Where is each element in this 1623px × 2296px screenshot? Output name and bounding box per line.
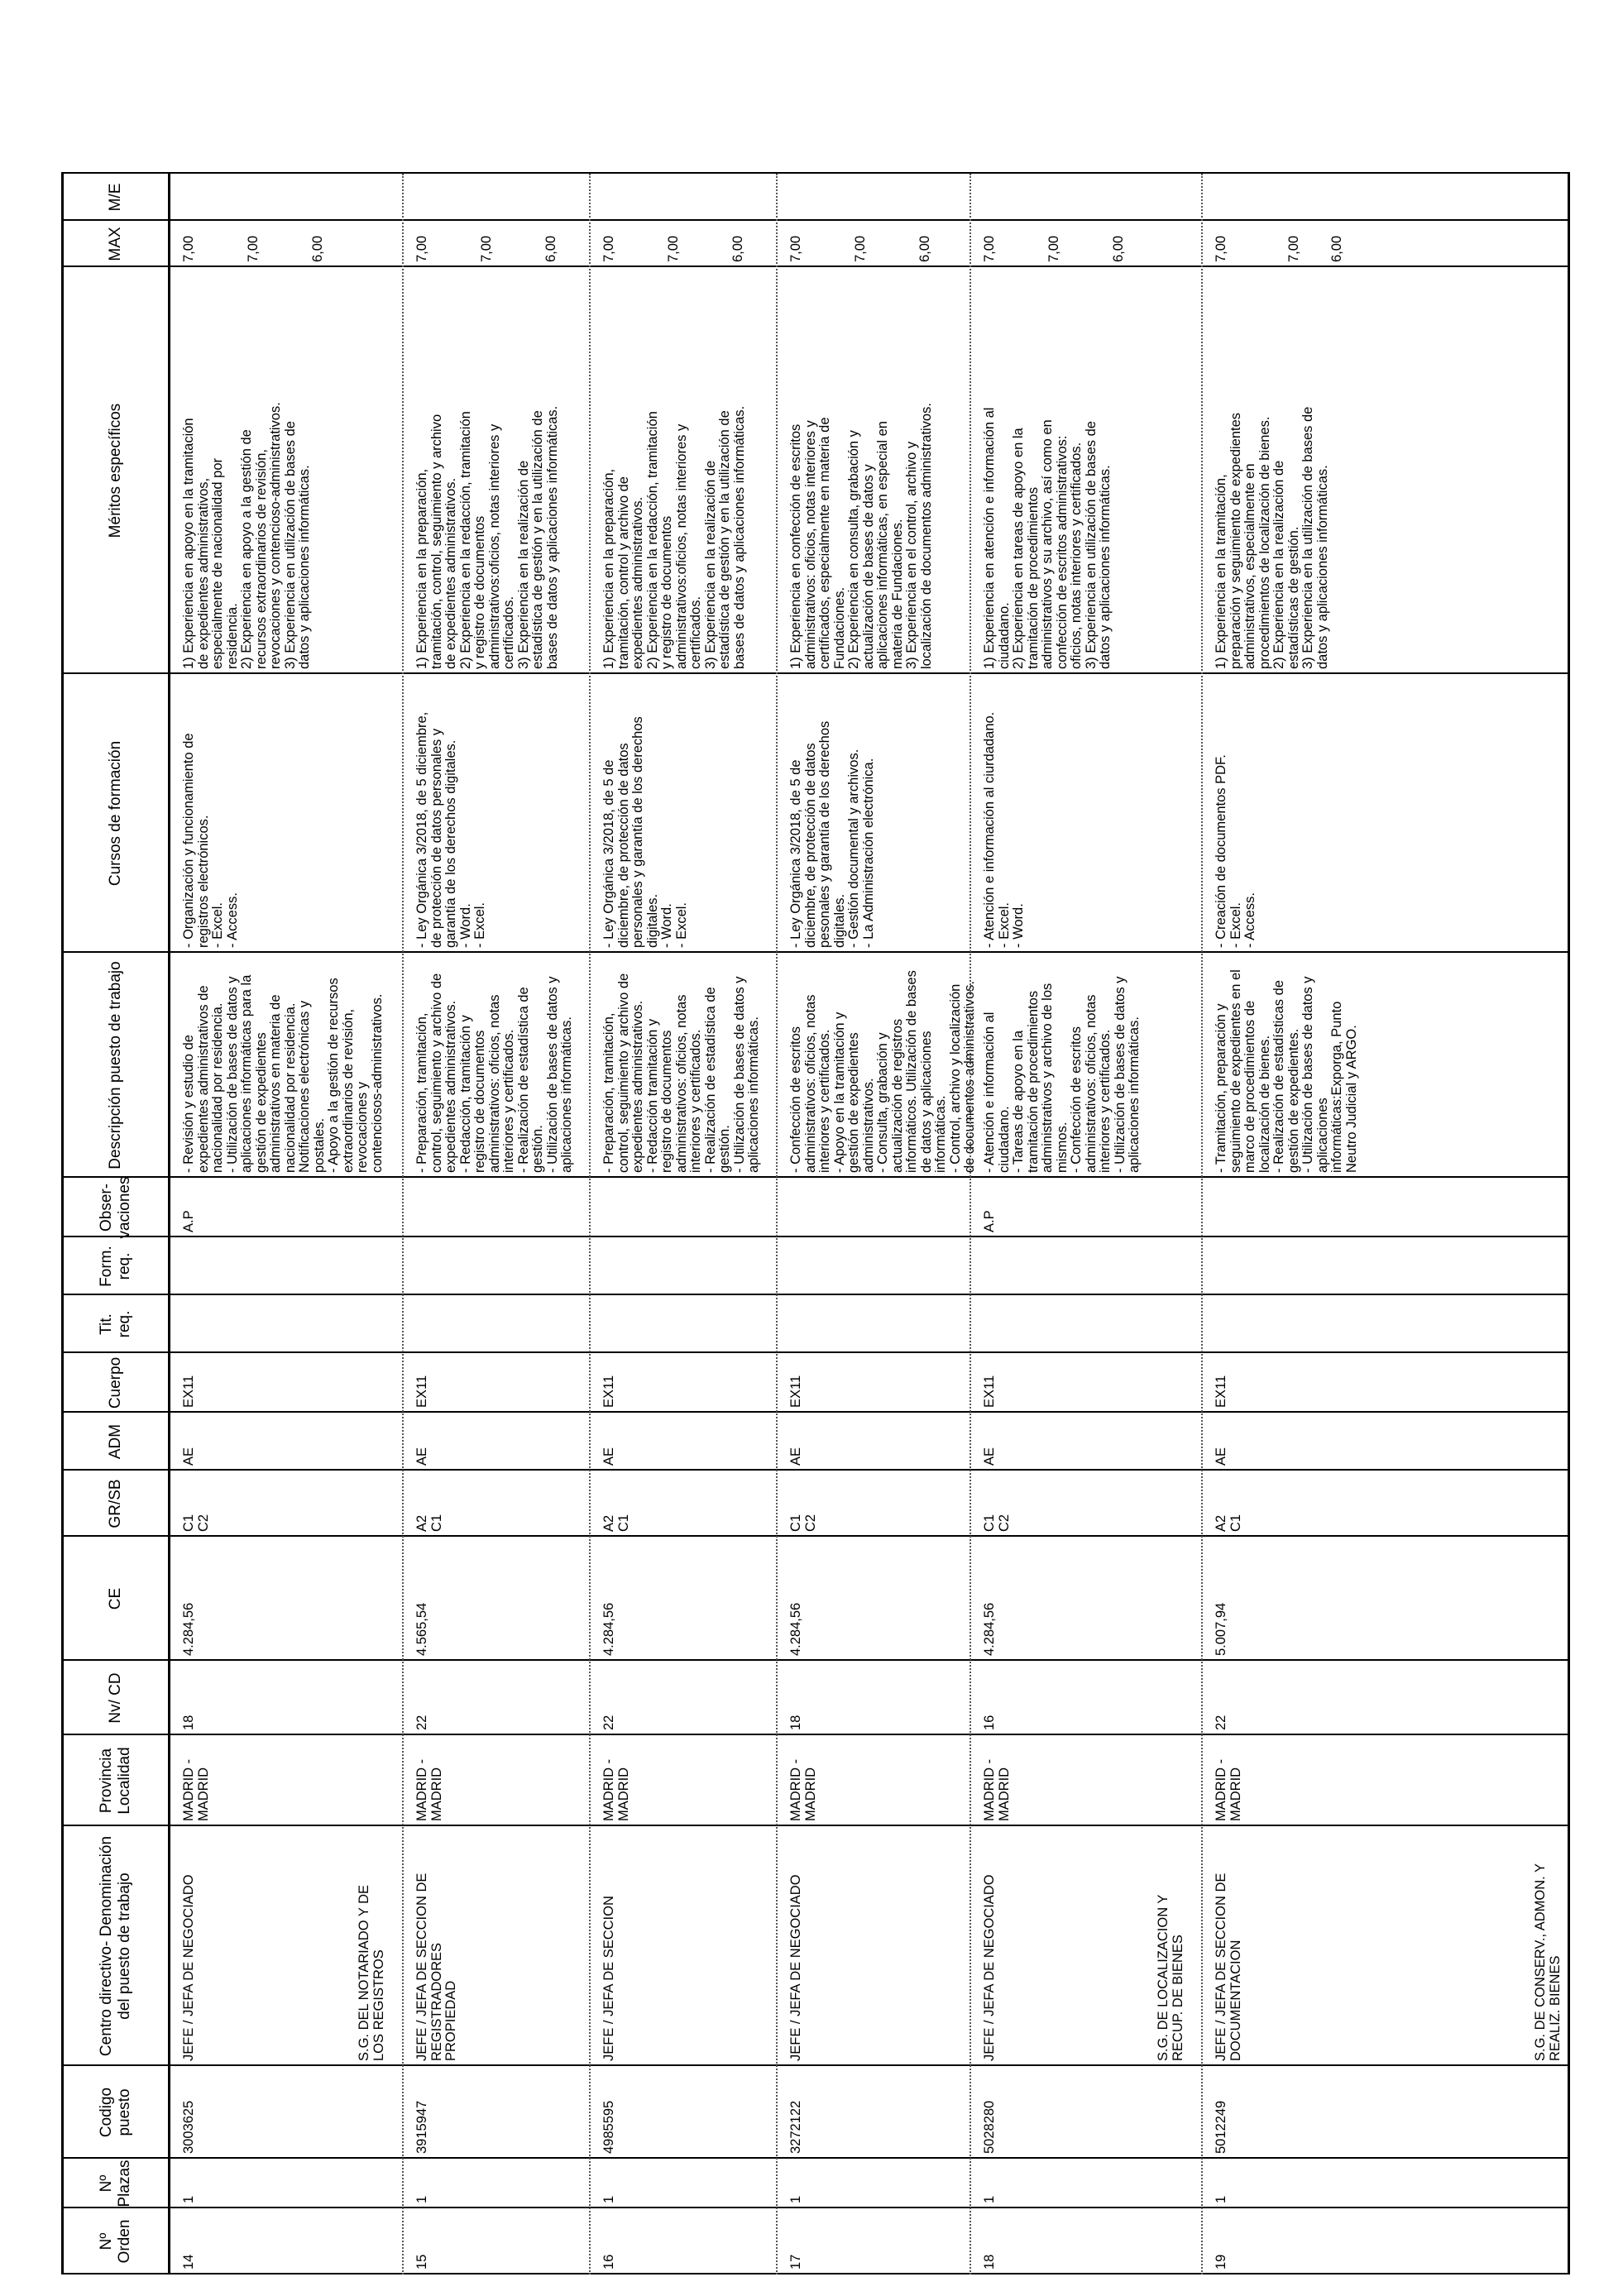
cell-cursos: - Ley Orgánica 3/2018, de 5 diciembre, de protección de datos personales y garantía de los derechos digitales. - Word. - Excel. [414,711,487,948]
cell-formacion [170,1237,402,1295]
max-value: 7,00 [479,235,494,262]
cell-adm: AE [788,1447,803,1466]
cell-cuerpo: EX11 [601,1375,616,1408]
rpt-table [61,174,1570,2274]
cell-titulacion [404,1295,589,1353]
cell-formacion [778,1237,969,1295]
header-codigo: Codigo puesto [98,2087,133,2138]
cell-denominacion: JEFE / JEFA DE SECCION DE REGISTRADORES PROPIEDAD [414,1873,458,2061]
cell-ce: 4.284,56 [601,1602,616,1656]
cell-orden: 18 [982,2254,997,2270]
header-titulacion: Tit. req. [98,1310,133,1338]
cell-observaciones [778,1178,969,1237]
cell-codigo: 4985595 [601,2100,616,2154]
cell-plazas: 1 [414,2195,429,2203]
header-nivel: Nv/ CD [107,1672,124,1724]
cell-meritos: 1) Experiencia en la tramitación, preparación y seguimiento de expedientes administrativos, especialmente en procedimientos de localización de bienes. 2) Experiencia en la realización de estadísticas de gestión. 3) Experiencia en la utilización de bases de datos y aplicaciones informáticas. [1214,406,1330,669]
table-row [589,174,776,2274]
centro-directivo-header: S.G. DEL NOTARIADO Y DE LOS REGISTROS [357,1884,386,2061]
cell-descripcion: - Confección de escritos administrativos: oficios, notas interiores y certificados. - Apoyo en la tramitación y gestión de expedientes administrativos. - Consulta, grabación y actualización de registros informáticos. Utilización de bases de datos y aplicaciones informáticas. - Control, archivo y localización de documentos administrativos. [788,970,977,1173]
max-value: 6,00 [917,235,932,262]
header-formacion: Form. req. [98,1246,133,1287]
max-value: 7,00 [601,235,616,262]
header-cursos: Cursos de formación [107,740,124,887]
cell-ce: 5.007,94 [1214,1602,1228,1656]
cell-formacion [591,1237,776,1295]
cell-denominacion: JEFE / JEFA DE SECCION DE DOCUMENTACION [1214,1873,1243,2061]
cell-plazas: 1 [181,2195,196,2203]
cell-provincia: MADRID - MADRID [982,1758,1012,1821]
cell-provincia: MADRID - MADRID [788,1758,818,1821]
cell-observaciones [591,1178,776,1237]
max-value: 6,00 [1111,235,1126,262]
cell-orden: 16 [601,2254,616,2270]
cell-nivel: 22 [601,1715,616,1730]
cell-descripcion: - Atención e información al ciudadano. - Tareas de apoyo en la tramitación de procedimientos administrativos y archivo de los mismos. - Confección de escritos administrativos: oficios, notas interiores y certificados. - Utilización de bases de datos y aplicaciones informáticas. [982,976,1142,1173]
cell-ce: 4.284,56 [982,1602,997,1656]
cell-adm: AE [982,1447,997,1466]
cell-plazas: 1 [788,2195,803,2203]
cell-denominacion: JEFE / JEFA DE SECCION [601,1896,616,2061]
header-provincia: Provincia Localidad [98,1747,133,1815]
cell-observaciones: A.P [982,1210,997,1232]
cell-grupo: C1 C2 [982,1514,1012,1532]
cell-cursos: - Ley Orgánica 3/2018, de 5 de diciembre, de protección de datos personales y garantía de los derechos digitales. - Word. - Excel. [601,716,689,948]
cell-orden: 19 [1214,2254,1228,2270]
cell-codigo: 5012249 [1214,2100,1228,2154]
header-centro: Centro directivo- Denominación del puesto de trabajo [98,1835,133,2057]
table-row [357,174,589,2274]
cell-meritos: 1) Experiencia en apoyo en la tramitación de expedientes administrativos, especialmente de nacionalidad por residencia. 2) Experiencia en apoyo a la gestión de recursos extraordinarios de revisión, revocaciones y contencioso-administrativos. 3) Experiencia en utilización de bases de datos y aplicaciones informáticas. [181,402,312,669]
cell-adm: AE [414,1447,429,1466]
table-row [776,174,977,2274]
cell-denominacion: JEFE / JEFA DE NEGOCIADO [788,1874,803,2061]
max-value: 6,00 [730,235,745,262]
cell-plazas: 1 [1214,2195,1228,2203]
max-value: 7,00 [853,235,868,262]
cell-cuerpo: EX11 [181,1375,196,1408]
cell-plazas: 1 [982,2195,997,2203]
max-value: 7,00 [788,235,803,262]
max-value: 7,00 [1214,235,1228,262]
cell-adm: AE [601,1447,616,1466]
max-value: 6,00 [543,235,558,262]
cell-denominacion: JEFE / JEFA DE NEGOCIADO [982,1874,997,2061]
cell-observaciones [1203,1178,1568,1237]
cell-nivel: 22 [1214,1715,1228,1730]
cell-grupo: A2 C1 [414,1514,444,1532]
cell-adm: AE [181,1447,196,1466]
cell-grupo: A2 C1 [1214,1514,1243,1532]
header-orden: Nº Orden [98,2219,133,2264]
centro-directivo-header: S.G. DE CONSERV., ADMON. Y REALIZ. BIENES [1533,1863,1563,2061]
max-value: 6,00 [310,235,325,262]
header-descripcion: Descripción puesto de trabajo [107,961,124,1170]
max-value: 7,00 [666,235,681,262]
cell-titulacion [971,1295,1201,1353]
header-plazas: Nº Plazas [98,2160,133,2208]
cell-cuerpo: EX11 [1214,1375,1228,1408]
cell-formacion [971,1237,1201,1295]
header-me: M/E [107,183,124,212]
cell-denominacion: JEFE / JEFA DE NEGOCIADO [181,1874,196,2061]
max-value: 7,00 [414,235,429,262]
cell-codigo: 5028280 [982,2100,997,2154]
header-adm: ADM [107,1423,124,1460]
table-header [61,174,170,2274]
cell-descripcion: - Revisión y estudio de expedientes administrativos de nacionalidad por residencia. - Utilización de bases de datos y aplicaciones informáticas para la gestión de expedientes administrativos en materia de nacionalidad por residencia. Notificaciones electrónicas y postales. - Apoyo a la gestión de recursos extraordinarios de revisión, revocaciones y contenciosos-administrativos. [181,974,385,1173]
max-value: 7,00 [246,235,261,262]
cell-meritos: 1) Experiencia en la preparación, tramitación, control y archivo de expedientes administrativos. 2) Experiencia en la redacción, tramitación y registro de documentos administrativos:oficios, notas interiores y certificados. 3) Experiencia en la realización de estadística de gestión y en la utilización de bases de datos y aplicaciones informáticas. [601,405,747,669]
cell-meritos: 1) Experiencia en confección de escritos administrativos: oficios, notas interiores y certificados, especialmente en materia de Fundaciones. 2) Experiencia en consulta, grabación y actualización de bases de datos y aplicaciones informáticas, en especial en materia de Fundaciones. 3) Experiencia en el control, archivo y localización de documentos administrativos. [788,403,934,669]
cell-cursos: - Atención e información al ciurdadano. - Excel. - Word. [982,711,1026,948]
centro-directivo-header: S.G. DE LOCALIZACION Y RECUP. DE BIENES [1156,1894,1185,2061]
max-value: 7,00 [1046,235,1061,262]
cell-cuerpo: EX11 [788,1375,803,1408]
cell-grupo: C1 C2 [788,1514,818,1532]
cell-formacion [1203,1237,1568,1295]
cell-adm: AE [1214,1447,1228,1466]
header-grupo: GR/SB [107,1479,124,1528]
cell-formacion [404,1237,589,1295]
cell-meritos: 1) Experiencia en la preparación, tramitación, control, seguimiento y archivo de expedientes administrativos. 2) Experiencia en la redacción, tramitación y registro de documentos administrativos:oficios, notas interiores y certificados. 3) Experiencia en la realización de estadística de gestión y en la utilización de bases de datos y aplicaciones informáticas. [414,405,560,669]
cell-cuerpo: EX11 [982,1375,997,1408]
cell-descripcion: - Preparación, tramitación, control, seguimiento y archivo de expedientes administrativos. - Redacción, tramitación y registro de documentos administrativos: oficios, notas interiores y certificados. - Realización de estadística de gestión. - Utilización de bases de datos y aplicaciones informáticas. [414,973,574,1173]
table-row [1156,174,1568,2274]
cell-orden: 15 [414,2254,429,2270]
cell-provincia: MADRID - MADRID [601,1758,631,1821]
max-value: 7,00 [181,235,196,262]
cell-titulacion [170,1295,402,1353]
cell-provincia: MADRID - MADRID [414,1758,444,1821]
header-observaciones: Obser- vaciones [98,1176,133,1239]
cell-nivel: 22 [414,1715,429,1730]
cell-codigo: 3915947 [414,2100,429,2154]
header-meritos: Méritos específicos [107,403,124,538]
cell-titulacion [591,1295,776,1353]
cell-titulacion [1203,1295,1568,1353]
max-value: 6,00 [1329,235,1344,262]
header-cuerpo: Cuerpo [107,1356,124,1409]
cell-nivel: 16 [982,1715,997,1730]
cell-meritos: 1) Experiencia en atención e información al ciudadano. 2) Experiencia en tareas de apoyo en la tramitación de procedimientos administrativos y su archivo, así como en confección de escritos administrativos: oficios, notas interiores y certificados. 3) Experiencia en utilización de bases de datos y aplicaciones informáticas. [982,407,1113,669]
cell-grupo: C1 C2 [181,1514,211,1532]
cell-titulacion [778,1295,969,1353]
cell-observaciones: A.P [181,1210,196,1232]
cell-provincia: MADRID - MADRID [181,1758,211,1821]
cell-descripcion: - Preparación, tramitación, control, seguimiento y archivo de expedientes administrativos. - Redacción tramitación y registro de documentos administrativos: oficios, notas interiores y certificados. - Realización de estadística de gestión. - Utilización de bases de datos y aplicaciones informáticas. [601,973,761,1173]
cell-ce: 4.565,54 [414,1602,429,1656]
cell-orden: 17 [788,2254,803,2270]
cell-cursos: - Organización y funcionamiento de registros electrónicos. - Excel. - Access. [181,733,240,948]
cell-provincia: MADRID - MADRID [1214,1758,1243,1821]
cell-nivel: 18 [788,1715,803,1730]
cell-codigo: 3272122 [788,2100,803,2154]
header-max: MAX [107,227,124,261]
cell-plazas: 1 [601,2195,616,2203]
cell-grupo: A2 C1 [601,1514,631,1532]
cell-ce: 4.284,56 [788,1602,803,1656]
header-ce: CE [107,1587,124,1610]
cell-cuerpo: EX11 [414,1375,429,1408]
cell-nivel: 18 [181,1715,196,1730]
cell-cursos: - Creación de documentos PDF. - Excel. - Access. [1214,754,1257,948]
cell-cursos: - Ley Orgánica 3/2018, de 5 de diciembre, de protección de datos pesonales y garantía de los derechos digitales. - Gestión documental y archivos. - La Administración electrónica. [788,720,876,948]
max-value: 7,00 [1286,235,1301,262]
cell-observaciones [404,1178,589,1237]
cell-descripcion: - Tramitación, preparación y seguimiento de expedientes en el marco de procedimientos de localización de bienes. - Realización de estadísticas de gestión de expedientes. - Utilización de bases de datos y aplicaciones informáticas:Exporga, Punto Neutro Judicial y ARGO. [1214,969,1359,1173]
cell-codigo: 3003625 [181,2100,196,2154]
cell-ce: 4.284,56 [181,1602,196,1656]
max-value: 7,00 [982,235,997,262]
cell-orden: 14 [181,2254,196,2270]
